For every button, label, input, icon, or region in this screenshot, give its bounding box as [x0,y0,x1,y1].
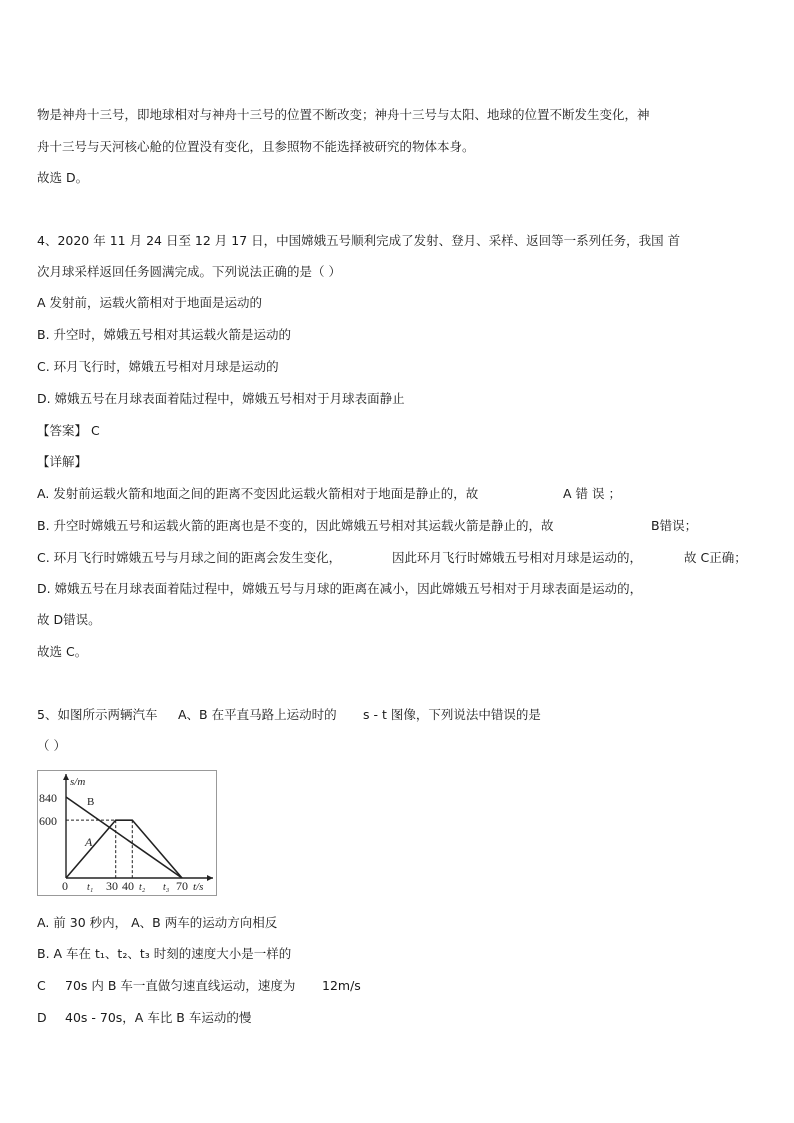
q4-option-c: C. 环月飞行时，嫦娥五号相对月球是运动的 [37,359,279,374]
x-tick-label: 70 [176,879,188,893]
q4-detail-c-verdict: 故 C正确； [684,550,747,565]
text-line: 舟十三号与天河核心舱的位置没有变化，且参照物不能选择被研究的物体本身。 [37,139,475,154]
text-line: 故选 D。 [37,170,89,185]
q4-detail-c: C. 环月飞行时嫦娥五号与月球之间的距离会发生变化， [37,550,342,565]
x-tick-label: 30 [106,879,118,893]
y-tick-840: 840 [39,791,57,805]
q4-option-a: A 发射前，运载火箭相对于地面是运动的 [37,295,263,310]
st-graph-figure [37,770,217,896]
q5-stem-part: s - t 图像，下列说法中错误的是 [363,707,541,722]
x-tick-label: t₃ [163,882,170,893]
q4-detail-a-verdict: A 错 误 ； [563,486,621,501]
q5-stem-part: 5、如图所示两辆汽车 [37,707,158,722]
st-graph-svg [37,770,217,896]
q4-detail-b: B. 升空时嫦娥五号和运载火箭的距离也是不变的，因此嫦娥五号相对其运载火箭是静止的，故 [37,518,554,533]
x-tick-label: t₁ [87,882,94,893]
series-label-b: B [87,796,95,808]
q4-answer: 【答案】 C [37,423,100,438]
q4-detail-c-cont: 因此环月飞行时嫦娥五号相对月球是运动的， [392,550,643,565]
q5-option-a: A. 前 30 秒内， A、B 两车的运动方向相反 [37,915,278,930]
x-tick-label: t₂ [139,882,146,893]
q4-stem-line: 4、2020 年 11 月 24 日至 12 月 17 日，中国嫦娥五号顺利完成了发射、登月、采样、返回等一系列任务，我国 首 [37,233,681,248]
q5-option-c-letter: C [37,978,46,993]
q4-stem-line: 次月球采样返回任务圆满完成。下列说法正确的是（ ） [37,264,341,279]
q5-option-c-text: 70s 内 B 车一直做匀速直线运动，速度为 [65,978,296,993]
y-axis-label: s/m [70,776,86,788]
text-line: 物是神舟十三号，即地球相对与神舟十三号的位置不断改变；神舟十三号与太阳、地球的位置不断发生变化，神 [37,107,650,122]
q4-detail-d: D. 嫦娥五号在月球表面着陆过程中，嫦娥五号与月球的距离在减小，因此嫦娥五号相对于月球表面是运动的， [37,581,643,596]
q5-option-c-speed: 12m/s [322,978,361,993]
q4-detail-b-verdict: B错误； [651,518,698,533]
graph-frame [38,771,217,896]
q5-bracket: （ ） [37,738,66,753]
x-tick-label: 40 [122,879,134,893]
q4-detail-a: A. 发射前运载火箭和地面之间的距离不变因此运载火箭相对于地面是静止的，故 [37,486,479,501]
q4-option-d: D. 嫦娥五号在月球表面着陆过程中，嫦娥五号相对于月球表面静止 [37,391,405,406]
x-axis-label: t/s [193,881,204,893]
q4-detail-d-tail: 故 D错误。 [37,612,101,627]
q5-option-b: B. A 车在 t₁、t₂、t₃ 时刻的速度大小是一样的 [37,946,292,961]
q4-option-b: B. 升空时，嫦娥五号相对其运载火箭是运动的 [37,327,292,342]
y-tick-600: 600 [39,814,57,829]
q5-option-d-letter: D [37,1010,47,1025]
x-tick-label: 0 [62,879,68,893]
q5-stem-part: A、B 在平直马路上运动时的 [178,707,337,722]
q5-option-d-text: 40s - 70s，A 车比 B 车运动的慢 [65,1010,252,1025]
q4-detail-label: 【详解】 [37,454,88,469]
q4-conclusion: 故选 C。 [37,644,88,659]
series-label-a: A [85,835,93,849]
